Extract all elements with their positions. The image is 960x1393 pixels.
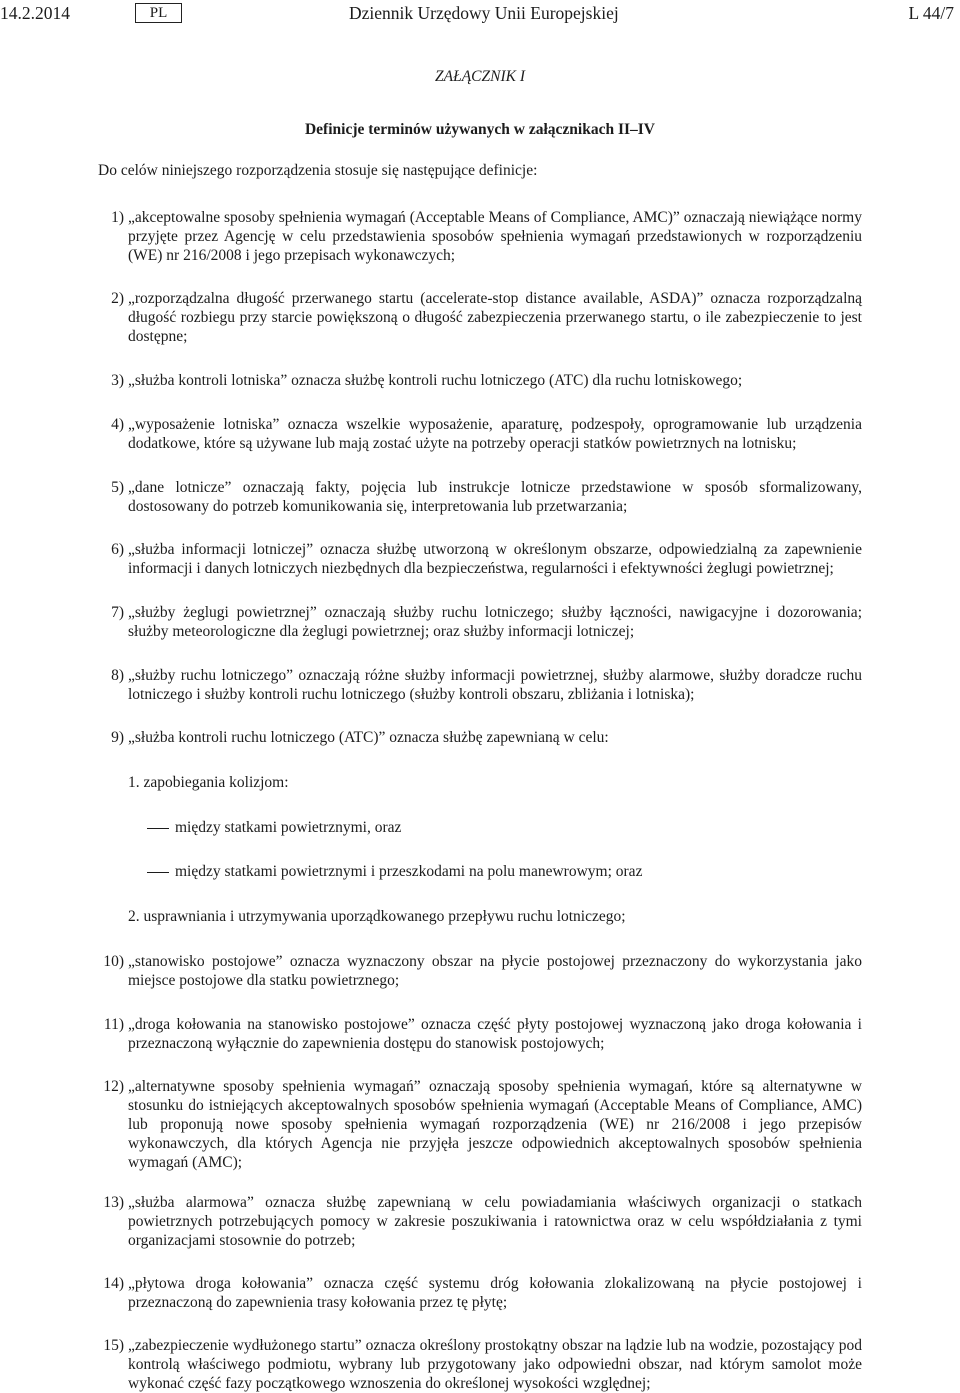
- page-reference: L 44/7: [908, 3, 954, 23]
- definition-number: 5): [111, 479, 124, 496]
- definition-text: „dane lotnicze” oznaczają fakty, pojęcia lub instrukcje lotnicze przedstawione w sposób sformalizowany, dostosowany do potrzeb komunikowania się, interpretowania lub przetwarzania;: [128, 479, 862, 515]
- sub-item: 2. usprawniania i utrzymywania uporządkowanego przepływu ruchu lotniczego;: [128, 908, 626, 925]
- definition-item: [94, 371, 862, 390]
- definition-text: „wyposażenie lotniska” oznacza wszelkie wyposażenie, aparaturę, podzespoły, oprogramowanie lub urządzenia dodatkowe, które są używane lub mają zostać użyte na potrzeby operacji statków powietrznych na lotnisku;: [128, 416, 862, 452]
- definition-item: [94, 1336, 862, 1393]
- dash-mark: [147, 828, 169, 829]
- definition-item: [94, 1077, 862, 1172]
- definition-number: 7): [111, 604, 124, 621]
- definition-number: 6): [111, 541, 124, 558]
- annex-heading: ZAŁĄCZNIK I: [434, 68, 525, 85]
- definition-text: „akceptowalne sposoby spełnienia wymagań (Acceptable Means of Compliance, AMC)” oznaczają niewiążące normy przyjęte przez Agencję w celu przedstawienia sposobów spełnienia wymagań przedstawionych w rozporządzeniu (WE) nr 216/2008 i jego przepisach wykonawczych;: [128, 209, 862, 264]
- definition-text: „służba informacji lotniczej” oznacza służbę utworzoną w określonym obszarze, odpowiedzialną za zapewnienie informacji i danych lotniczych niezbędnych dla bezpieczeństwa, regularności i efektywności żeglugi powietrznej;: [128, 541, 862, 577]
- definition-item: [94, 1015, 862, 1053]
- definition-text: „służby żeglugi powietrznej” oznaczają służby ruchu lotniczego; służby łączności, nawigacyjne i dozorowania; służby meteorologiczne dla żeglugi powietrznej; oraz służby informacji lotniczej;: [128, 604, 862, 640]
- definition-item: [94, 1274, 862, 1312]
- definition-number: 10): [103, 953, 124, 970]
- definition-number: 11): [103, 1016, 124, 1033]
- definition-text: „stanowisko postojowe” oznacza wyznaczony obszar na płycie postojowej przeznaczony do wykorzystania jako miejsce postojowe dla statku powietrznego;: [128, 953, 862, 989]
- definition-item: [94, 1193, 862, 1250]
- definition-number: 13): [103, 1194, 124, 1211]
- definition-number: 1): [111, 209, 124, 226]
- definition-number: 12): [103, 1078, 124, 1095]
- language-box: PL: [135, 3, 182, 23]
- dash-item: [147, 818, 401, 837]
- definition-item: [94, 728, 862, 747]
- dash-mark: [147, 872, 169, 873]
- page-header: [0, 3, 960, 27]
- journal-title: Dziennik Urzędowy Unii Europejskiej: [349, 3, 619, 23]
- definition-number: 2): [111, 290, 124, 307]
- definition-item: [94, 289, 862, 346]
- dash-text: między statkami powietrznymi, oraz: [175, 819, 402, 836]
- dash-item: [147, 862, 642, 881]
- definition-text: „zabezpieczenie wydłużonego startu” oznacza określony prostokątny obszar na lądzie lub na wodzie, pozostający pod kontrolą właściwego podmiotu, wybrany lub przygotowany jako odpowiedni obszar, nad którym samolot może wykonać część fazy początkowego wznoszenia do określonej wysokości względnej;: [128, 1337, 862, 1392]
- definition-text: „służba kontroli lotniska” oznacza służbę kontroli ruchu lotniczego (ATC) dla ruchu lotniskowego;: [128, 372, 743, 389]
- publication-date: 14.2.2014: [0, 3, 70, 23]
- definition-number: 15): [103, 1337, 124, 1354]
- definition-item: [94, 952, 862, 990]
- definition-number: 9): [111, 729, 124, 746]
- definition-text: „alternatywne sposoby spełnienia wymagań” oznaczają sposoby spełnienia wymagań, które są alternatywne w stosunku do istniejących akceptowalnych sposobów spełnienia wymagań (Acceptable Means of Compliance, AMC) lub proponują nowe sposoby spełnienia wymagań rozporządzenia (WE) nr 216/2008 i jego przepisów wykonawczych, dla których Agencja nie przyjęła jeszcze odpowiednich akceptowalnych sposobów spełnienia wymagań (AMC);: [128, 1078, 862, 1171]
- definition-text: „rozporządzalna długość przerwanego startu (accelerate-stop distance available, ASDA)” oznacza rozporządzalną długość rozbiegu przy starcie powiększoną o długość zabezpieczenia przerwanego startu, o ile zabezpieczenie to jest dostępne;: [128, 290, 862, 345]
- sub-item: 1. zapobiegania kolizjom:: [128, 774, 289, 791]
- definition-item: [94, 540, 862, 578]
- definition-item: [94, 603, 862, 641]
- definition-item: [94, 666, 862, 704]
- definition-number: 8): [111, 667, 124, 684]
- definition-number: 4): [111, 416, 124, 433]
- definition-text: „droga kołowania na stanowisko postojowe” oznacza część płyty postojowej wyznaczoną jako droga kołowania i przeznaczoną wyłącznie do zapewnienia dostępu do stanowisk postojowych;: [128, 1016, 862, 1052]
- definition-text: „służba kontroli ruchu lotniczego (ATC)” oznacza służbę zapewnianą w celu:: [128, 729, 609, 746]
- definition-item: [94, 478, 862, 516]
- definition-text: „służby ruchu lotniczego” oznaczają różne służby informacji powietrznej, służby alarmowe, służby doradcze ruchu lotniczego i służby kontroli ruchu lotniczego (służby kontroli obszaru, zbliżania i lotniska);: [128, 667, 862, 703]
- annex-title: Definicje terminów używanych w załącznikach II–IV: [304, 121, 655, 138]
- definition-item: [94, 208, 862, 265]
- definition-number: 3): [111, 372, 124, 389]
- definition-number: 14): [103, 1275, 124, 1292]
- definition-text: „służba alarmowa” oznacza służbę zapewnianą w celu powiadamiania właściwych organizacji o statkach powietrznych potrzebujących pomocy w zakresie poszukiwania i ratownictwa oraz w celu współdziałania z tymi organizacjami stosownie do potrzeb;: [128, 1194, 862, 1249]
- definition-text: „płytowa droga kołowania” oznacza część systemu dróg kołowania zlokalizowaną na płycie postojowej i przeznaczoną do zapewnienia trasy kołowania przez tę płytę;: [128, 1275, 862, 1311]
- dash-text: między statkami powietrznymi i przeszkodami na polu manewrowym; oraz: [175, 863, 643, 880]
- definition-item: [94, 415, 862, 453]
- intro-paragraph: Do celów niniejszego rozporządzenia stosuje się następujące definicje:: [98, 162, 538, 179]
